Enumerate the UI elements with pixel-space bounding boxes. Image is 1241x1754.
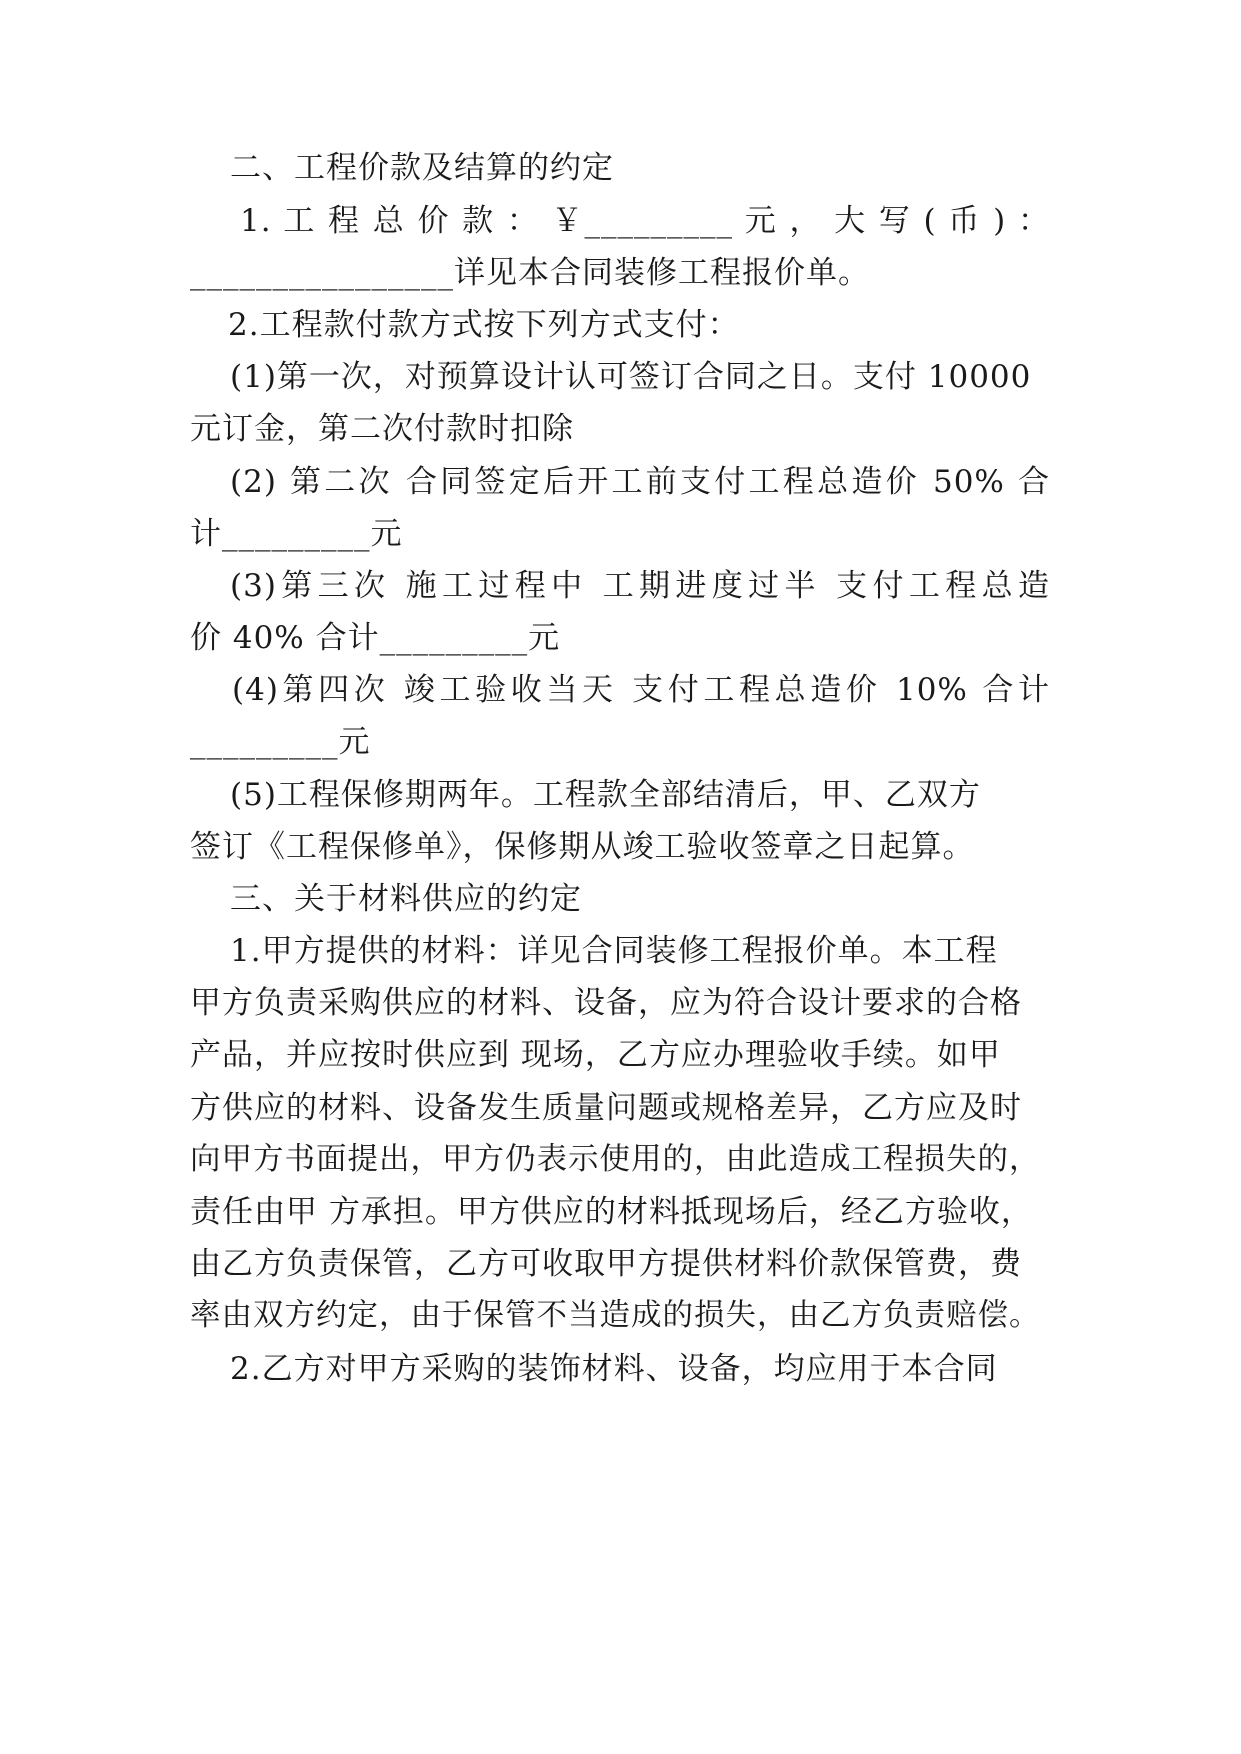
- paragraph-line: 责任由甲 方承担。甲方供应的材料抵现场后，经乙方验收，: [190, 1194, 1033, 1230]
- paragraph-line: (2) 第二次 合同签定后开工前支付工程总造价 50% 合: [230, 464, 1050, 500]
- paragraph-line: 由乙方负责保管，乙方可收取甲方提供材料价款保管费，费: [190, 1246, 1022, 1282]
- paragraph-line: 1.甲方提供的材料：详见合同装修工程报价单。本工程: [230, 933, 998, 969]
- paragraph-line: 元订金，第二次付款时扣除: [190, 411, 574, 447]
- paragraph-line: 产品，并应按时供应到 现场，乙方应办理验收手续。如甲: [190, 1037, 1001, 1073]
- section-heading-2: 二、工程价款及结算的约定: [230, 150, 614, 186]
- paragraph-line: 向甲方书面提出，甲方仍表示使用的，由此造成工程损失的，: [190, 1142, 1041, 1177]
- paragraph-line: 甲方负责采购供应的材料、设备，应为符合设计要求的合格: [190, 985, 1022, 1021]
- paragraph-line: 2.乙方对甲方采购的装饰材料、设备，均应用于本合同: [230, 1351, 998, 1387]
- paragraph-line: 2.工程款付款方式按下列方式支付：: [228, 307, 740, 343]
- paragraph-line: 率由双方约定，由于保管不当造成的损失，由乙方负责赔偿。: [190, 1298, 1041, 1333]
- paragraph-line: (4)第四次 竣工验收当天 支付工程总造价 10% 合计: [232, 672, 1050, 708]
- paragraph-line: 计_________元: [190, 516, 403, 552]
- paragraph-line: (1)第一次，对预算设计认可签订合同之日。支付 10000: [230, 359, 1032, 395]
- paragraph-line: 价 40% 合计_________元: [190, 620, 561, 656]
- paragraph-line: 1. 工 程 总 价 款 ： ￥_________ 元 ， 大 写 ( 币 ) ：: [240, 203, 1050, 239]
- paragraph-line: ________________详见本合同装修工程报价单。: [190, 255, 870, 291]
- paragraph-line: 方供应的材料、设备发生质量问题或规格差异，乙方应及时: [190, 1090, 1022, 1126]
- paragraph-line: _________元: [190, 724, 371, 760]
- paragraph-line: (3)第三次 施工过程中 工期进度过半 支付工程总造: [230, 568, 1050, 604]
- section-heading-3: 三、关于材料供应的约定: [230, 881, 582, 917]
- paragraph-line: 签订《工程保修单》，保修期从竣工验收签章之日起算。: [190, 829, 975, 865]
- paragraph-line: (5)工程保修期两年。工程款全部结清后，甲、乙双方: [230, 777, 981, 813]
